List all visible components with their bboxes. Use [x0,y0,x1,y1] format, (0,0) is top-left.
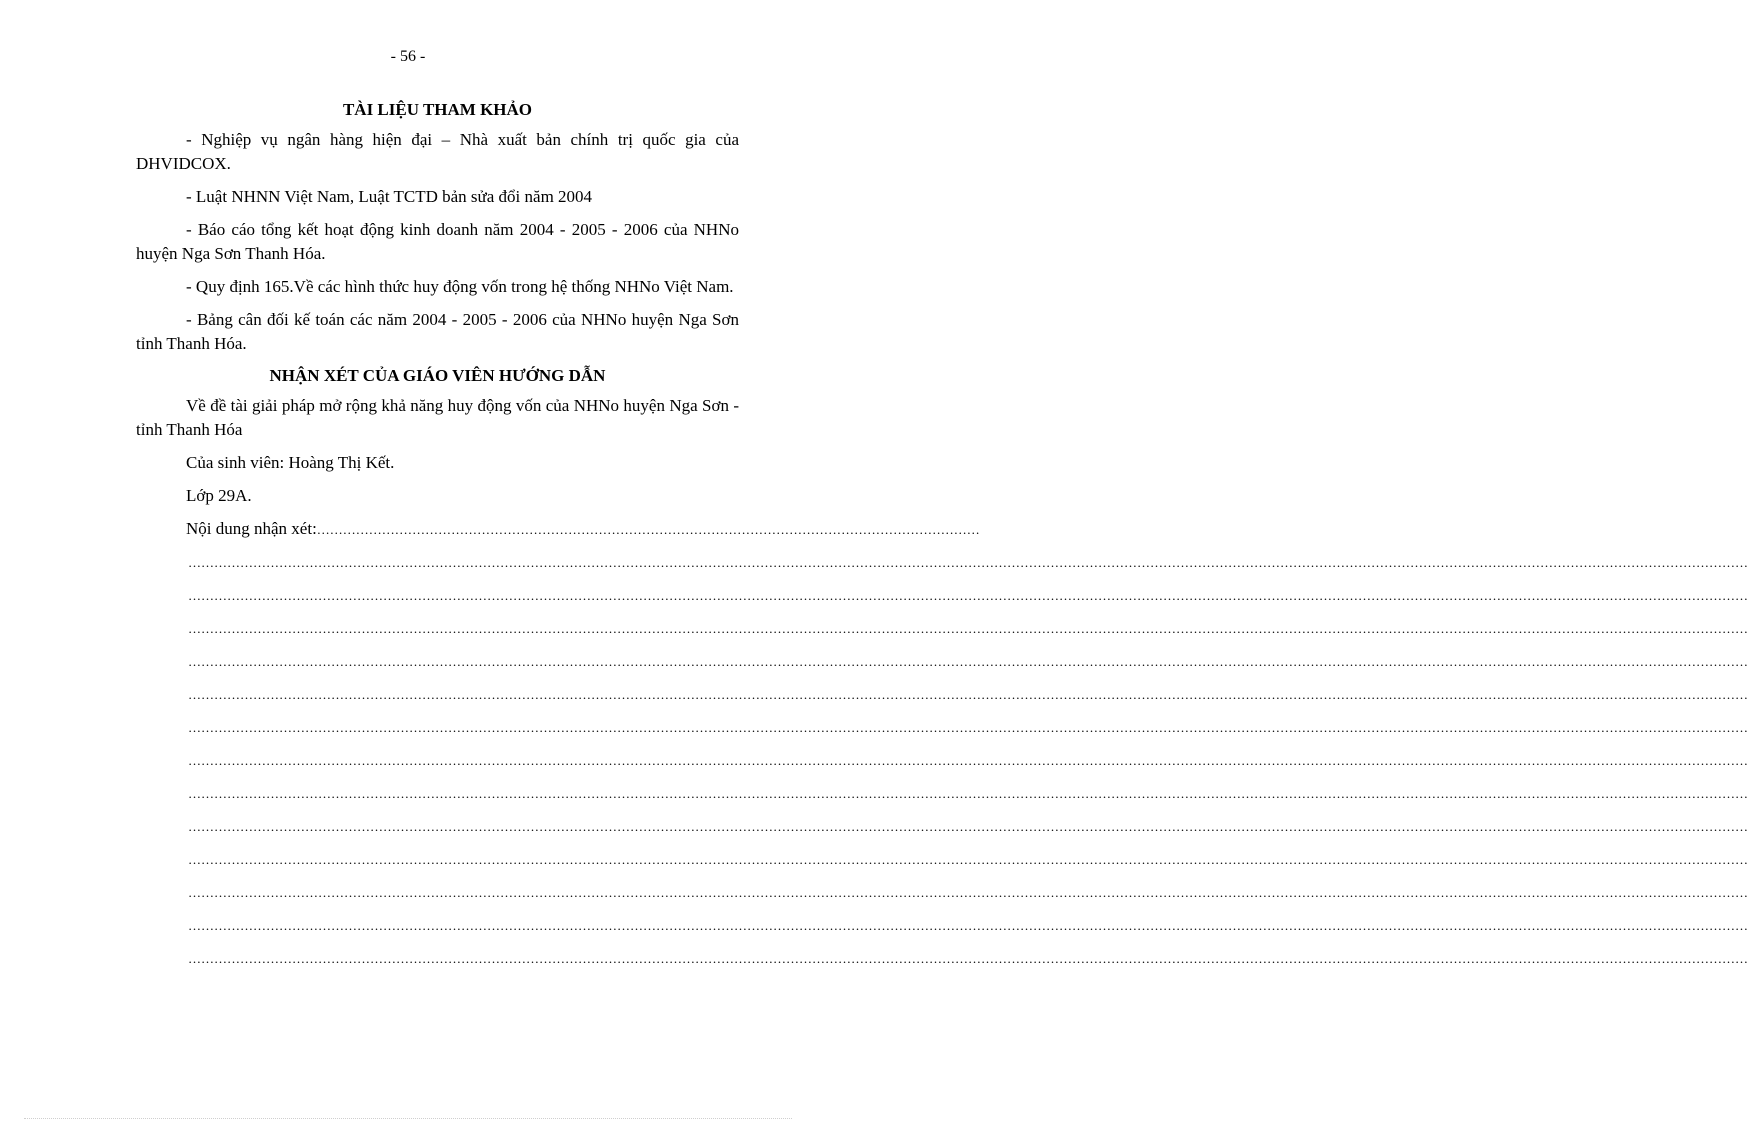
dotted-fill: ……………………………………………………………………………………………………………………………………………………………………………………………………………………………………………………………………………………………………………………………… [188,753,1748,768]
dotted-fill: ……………………………………………………………………………………………………………………………………………………………………………………………………………………………………………………………………………………………………………………………… [188,852,1748,867]
dotted-fill: ……………………………………………………………………………………………………………………………………………………………………………………………………………………………………………………………………………………………………………………………… [188,555,1748,570]
comment-blank-line [188,772,1748,805]
comment-blank-line [188,607,1748,640]
reference-item: - Luật NHNN Việt Nam, Luật TCTD bản sửa đổi năm 2004 [186,187,593,206]
dotted-fill: ……………………………………………………………………………………………………………………………………………………………………………………………………………………………………………………………………………………………………………………………… [188,951,1748,966]
reference-item: - Báo cáo tổng kết hoạt động kinh doanh năm 2004 - 2005 - 2006 của NHNo huyện Nga Sơn Thanh Hóa. [136,220,739,263]
dotted-fill: ……………………………………………………………………………………………………………………………………………………………………………………………………………………………………………………………………………………………………………………………… [188,654,1748,669]
comment-blank-line [188,673,1748,706]
comment-label-line [136,517,980,541]
dotted-fill: ……………………………………………………………………………………………………………………………………………………………………………………………………………………………………………………………………………………………………………………………… [188,918,1748,933]
student-class: Lớp 29A. [186,486,252,505]
comment-blank-line [188,574,1748,607]
dotted-fill: ……………………………………………………………………………………………………………………………………… [316,522,980,537]
dotted-fill: ……………………………………………………………………………………………………………………………………………………………………………………………………………………………………………………………………………………………………………………………… [188,588,1748,603]
dotted-fill: ……………………………………………………………………………………………………………………………………………………………………………………………………………………………………………………………………………………………………………………………… [188,885,1748,900]
comment-blank-line [188,706,1748,739]
comment-blank-line [188,937,1748,970]
dotted-fill: ……………………………………………………………………………………………………………………………………………………………………………………………………………………………………………………………………………………………………………………………… [188,687,1748,702]
comment-blank-line [188,838,1748,871]
comment-blank-line [188,739,1748,772]
evaluation-title: NHẬN XÉT CỦA GIÁO VIÊN HƯỚNG DẪN [269,366,606,385]
dotted-fill: ……………………………………………………………………………………………………………………………………………………………………………………………………………………………………………………………………………………………………………………………… [188,621,1748,636]
page-number: - 56 - [390,48,426,65]
comment-blank-line [188,640,1748,673]
comment-blank-line [188,871,1748,904]
dotted-fill: ……………………………………………………………………………………………………………………………………………………………………………………………………………………………………………………………………………………………………………………………… [188,786,1748,801]
dotted-fill: ……………………………………………………………………………………………………………………………………………………………………………………………………………………………………………………………………………………………………………………………… [188,720,1748,735]
comment-blank-lines [136,541,1748,970]
reference-item: - Nghiệp vụ ngân hàng hiện đại – Nhà xuất bản chính trị quốc gia của DHVIDCOX. [136,130,739,173]
student-name: Của sinh viên: Hoàng Thị Kết. [186,453,395,472]
comment-label: Nội dung nhận xét: [186,519,317,538]
references-title: TÀI LIỆU THAM KHẢO [342,100,533,119]
comment-blank-line [188,805,1748,838]
reference-item: - Quy định 165.Về các hình thức huy động vốn trong hệ thống NHNo Việt Nam. [186,277,734,296]
evaluation-topic: Về đề tài giải pháp mở rộng khả năng huy động vốn của NHNo huyện Nga Sơn - tỉnh Thanh Hóa [136,396,739,439]
dotted-fill: ……………………………………………………………………………………………………………………………………………………………………………………………………………………………………………………………………………………………………………………………… [188,819,1748,834]
reference-item: - Bảng cân đối kế toán các năm 2004 - 2005 - 2006 của NHNo huyện Nga Sơn tỉnh Thanh Hóa. [136,310,739,353]
page-bottom-rule [24,1118,792,1119]
comment-blank-line [188,904,1748,937]
comment-blank-line [188,541,1748,574]
document-body [136,98,1748,970]
